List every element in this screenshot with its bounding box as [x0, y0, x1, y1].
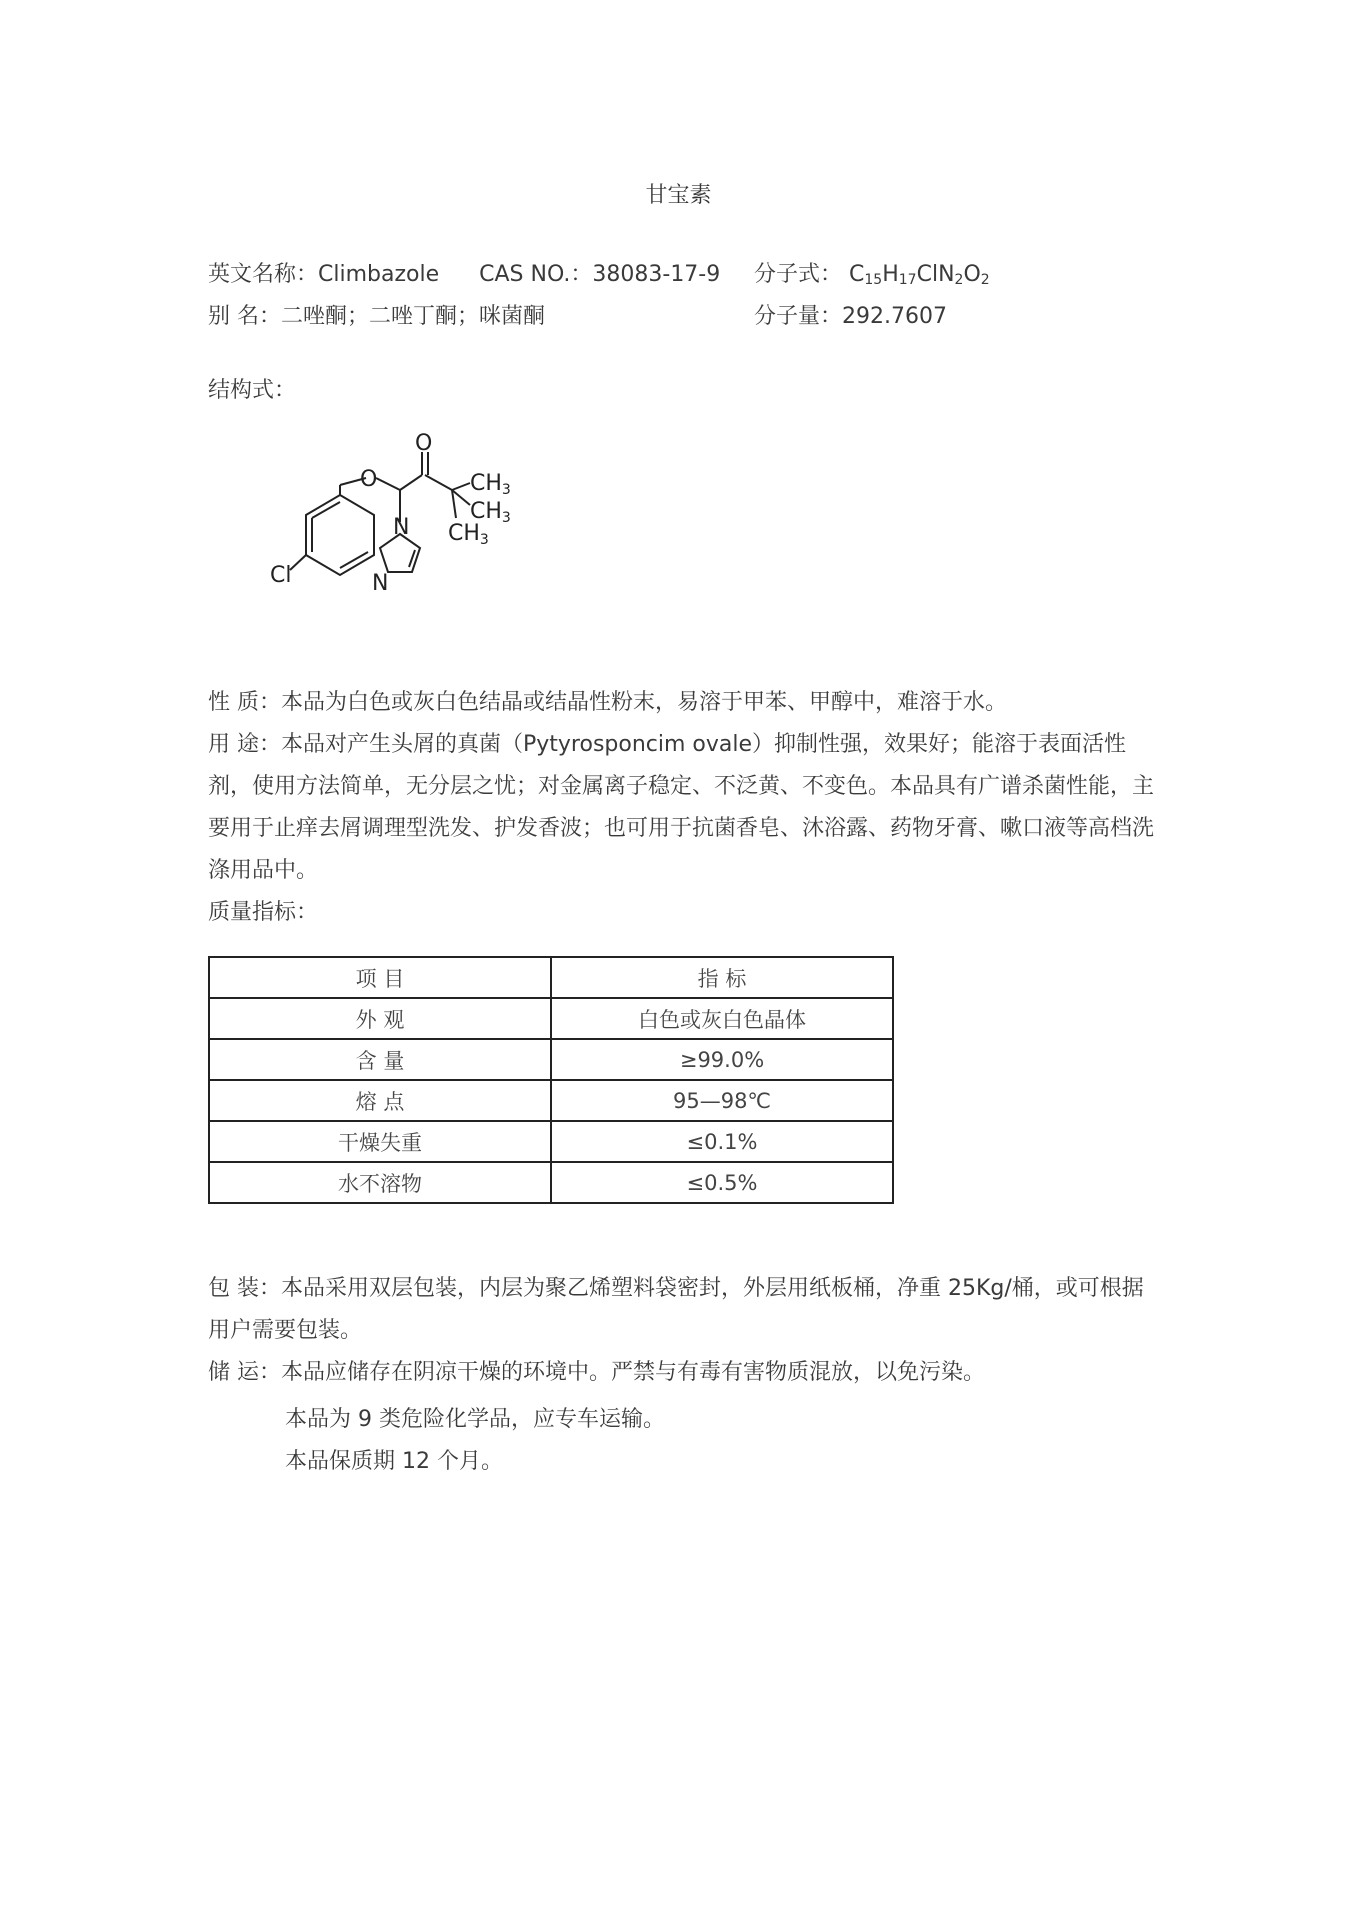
table-cell-item: 外 观: [209, 998, 551, 1039]
methyl-group-2: CH3: [470, 499, 511, 526]
table-cell-spec: ≥99.0%: [551, 1039, 893, 1080]
structure-label: 结构式：: [208, 378, 297, 403]
packaging-label: 包 装：: [208, 1276, 281, 1301]
properties-label: 性 质：: [208, 690, 281, 715]
benzene-ring: [306, 495, 374, 575]
molecular-weight-label: 分子量：: [754, 304, 843, 329]
structure-formula-image: [270, 430, 650, 640]
table-cell-spec: ≤0.1%: [551, 1121, 893, 1162]
packaging-text: 本品采用双层包装，内层为聚乙烯塑料袋密封，外层用纸板桶，净重 25Kg/桶，或可根据用户需要包装。: [208, 1276, 1144, 1343]
storage-paragraph: [208, 1352, 1158, 1394]
properties-text: 本品为白色或灰白色结晶或结晶性粉末，易溶于甲苯、甲醇中，难溶于水。: [281, 690, 1008, 715]
table-header-spec: 指 标: [551, 957, 893, 998]
alias-line: [208, 302, 545, 332]
quality-label: 质量指标：: [208, 900, 319, 925]
usage-paragraph: [208, 724, 1158, 892]
table-header-row: [209, 957, 893, 998]
ether-oxygen-atom: O: [360, 467, 378, 492]
nitrogen-atom-2: N: [372, 571, 389, 596]
english-name-value: Climbazole: [318, 262, 440, 287]
nitrogen-atom-1: N: [393, 515, 410, 540]
carbonyl-oxygen-atom: O: [415, 431, 433, 456]
table-row: [209, 998, 893, 1039]
cas-label: CAS NO.：: [479, 262, 593, 287]
molecular-weight-value: 292.7607: [842, 304, 947, 329]
table-row: [209, 1162, 893, 1203]
packaging-paragraph: [208, 1268, 1158, 1352]
usage-text: 本品对产生头屑的真菌（Pytyrosponcim ovale）抑制性强，效果好；能溶于表面活性剂，使用方法简单，无分层之忧；对金属离子稳定、不泛黄、不变色。本品具有广谱杀菌性能，主要用于止痒去屑调理型洗发、护发香波；也可用于抗菌香皂、沐浴露、药物牙膏、嗽口液等高档洗涤用品中。: [208, 732, 1155, 883]
table-cell-spec: ≤0.5%: [551, 1162, 893, 1203]
table-cell-item: 干燥失重: [209, 1121, 551, 1162]
formula-label: 分子式：: [754, 262, 843, 287]
formula-value: $C_{15}H_{17}ClN_2O_2$: [849, 262, 990, 288]
table-header-item: 项 目: [209, 957, 551, 998]
alias-value: 二唑酮；二唑丁酮；咪菌酮: [281, 304, 546, 329]
table-cell-spec: 95—98℃: [551, 1080, 893, 1121]
table-cell-item: 含 量: [209, 1039, 551, 1080]
storage-text: 本品应储存在阴凉干燥的环境中。严禁与有毒有害物质混放，以免污染。: [281, 1360, 986, 1385]
chlorine-atom: Cl: [270, 563, 292, 588]
methyl-group-1: CH3: [470, 471, 511, 498]
document-title: 甘宝素: [645, 183, 712, 208]
molecular-weight-line: [754, 302, 947, 332]
table-row: [209, 1121, 893, 1162]
english-name-line: [208, 260, 720, 290]
table-cell-spec: 白色或灰白色晶体: [551, 998, 893, 1039]
storage-line-shelf-life: 本品保质期 12 个月。: [285, 1449, 503, 1474]
table-cell-item: 水不溶物: [209, 1162, 551, 1203]
storage-line-hazard: 本品为 9 类危险化学品，应专车运输。: [285, 1407, 665, 1432]
storage-label: 储 运：: [208, 1360, 281, 1385]
methyl-group-3: CH3: [448, 521, 489, 548]
properties-paragraph: [208, 682, 1158, 724]
alias-label: 别 名：: [208, 304, 281, 329]
cas-value: 38083-17-9: [592, 262, 721, 287]
table-row: [209, 1039, 893, 1080]
table-row: [209, 1080, 893, 1121]
formula-line: [754, 260, 990, 295]
english-name-label: 英文名称：: [208, 262, 319, 287]
table-cell-item: 熔 点: [209, 1080, 551, 1121]
quality-spec-table: [208, 956, 894, 1204]
usage-label: 用 途：: [208, 732, 281, 757]
